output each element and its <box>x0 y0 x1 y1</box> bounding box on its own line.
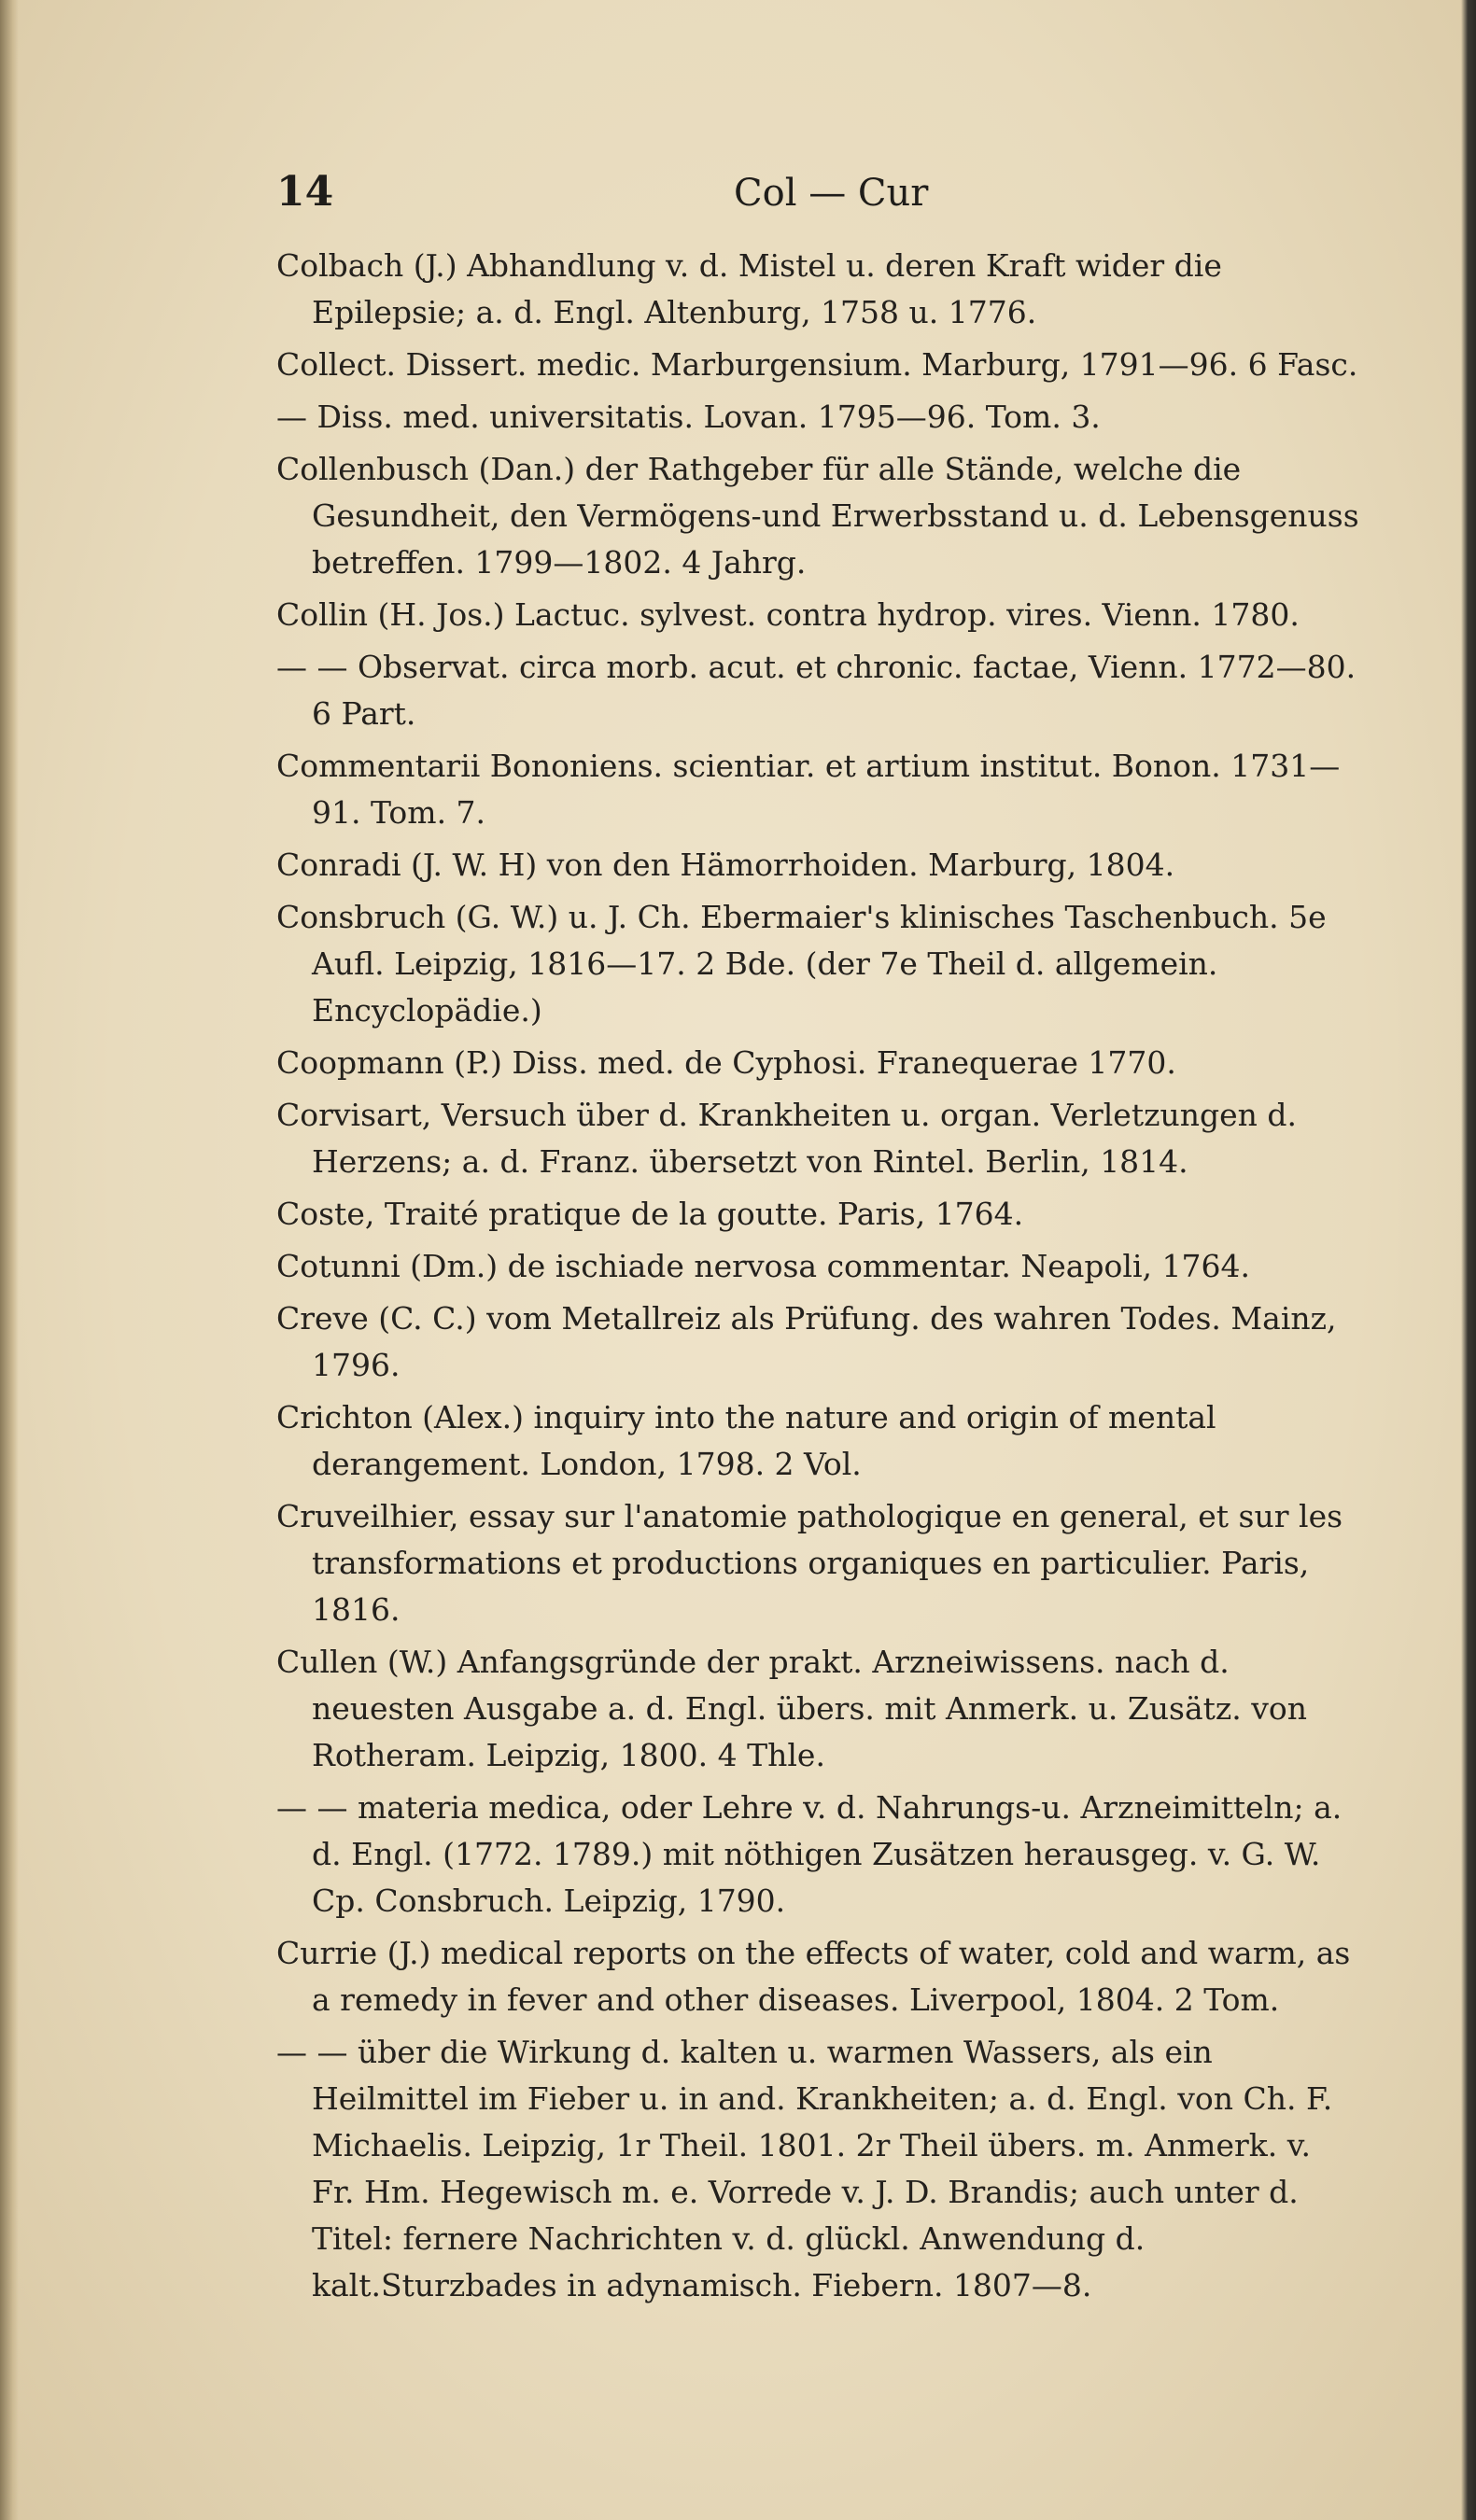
running-head: Col — Cur <box>734 172 929 215</box>
bibliography-list <box>276 243 1359 2315</box>
page-number: 14 <box>276 168 334 216</box>
bibliography-entry: Commentarii Bononiens. scientiar. et artium institut. Bonon. 1731—91. Tom. 7. <box>276 748 1341 831</box>
bibliography-entry: Crichton (Alex.) inquiry into the nature and origin of mental derangement. London, 1798. 2 Vol. <box>276 1399 1216 1482</box>
bibliography-entry: Collin (H. Jos.) Lactuc. sylvest. contra hydrop. vires. Vienn. 1780. <box>276 596 1300 633</box>
bibliography-entry: — — materia medica, oder Lehre v. d. Nahrungs-u. Arzneimitteln; a. d. Engl. (1772. 1789.) mit nöthigen Zusätzen herausgeg. v. G. W. Cp. Consbruch. Leipzig, 1790. <box>276 1789 1342 1919</box>
bibliography-entry: Colbach (J.) Abhandlung v. d. Mistel u. deren Kraft wider die Epilepsie; a. d. Engl. Altenburg, 1758 u. 1776. <box>276 247 1222 330</box>
bibliography-entry: Currie (J.) medical reports on the effects of water, cold and warm, as a remedy in fever and other diseases. Liverpool, 1804. 2 Tom. <box>276 1935 1351 2018</box>
page-header <box>276 168 1355 243</box>
bibliography-entry: Collect. Dissert. medic. Marburgensium. Marburg, 1791—96. 6 Fasc. <box>276 346 1358 383</box>
bibliography-entry: Collenbusch (Dan.) der Rathgeber für alle Stände, welche die Gesundheit, den Vermögens-und Erwerbsstand u. d. Lebensgenuss betreffen. 1799—1802. 4 Jahrg. <box>276 451 1359 581</box>
bibliography-entry: Cruveilhier, essay sur l'anatomie pathologique en general, et sur les transformations et productions organiques en particulier. Paris, 1816. <box>276 1498 1343 1628</box>
bibliography-entry: Cullen (W.) Anfangsgründe der prakt. Arzneiwissens. nach d. neuesten Ausgabe a. d. Engl. übers. mit Anmerk. u. Zusätz. von Rotheram. Leipzig, 1800. 4 Thle. <box>276 1644 1308 1773</box>
bibliography-entry: Conradi (J. W. H) von den Hämorrhoiden. Marburg, 1804. <box>276 847 1175 883</box>
page-right-edge <box>1461 0 1476 2520</box>
bibliography-entry: Coste, Traité pratique de la goutte. Paris, 1764. <box>276 1196 1024 1232</box>
bibliography-entry: — — Observat. circa morb. acut. et chronic. factae, Vienn. 1772—80. 6 Part. <box>276 649 1357 732</box>
bibliography-entry: Coopmann (P.) Diss. med. de Cyphosi. Franequerae 1770. <box>276 1044 1176 1081</box>
bibliography-entry: Corvisart, Versuch über d. Krankheiten u. organ. Verletzungen d. Herzens; a. d. Franz. übersetzt von Rintel. Berlin, 1814. <box>276 1097 1297 1180</box>
bibliography-entry: Cotunni (Dm.) de ischiade nervosa commentar. Neapoli, 1764. <box>276 1248 1250 1284</box>
page-left-edge <box>0 0 19 2520</box>
bibliography-entry: — Diss. med. universitatis. Lovan. 1795—96. Tom. 3. <box>276 399 1101 435</box>
bibliography-entry: — — über die Wirkung d. kalten u. warmen Wassers, als ein Heilmittel im Fieber u. in and. Krankheiten; a. d. Engl. von Ch. F. Michaelis. Leipzig, 1r Theil. 1801. 2r Theil übers. m. Anmerk. v. Fr. Hm. Hegewisch m. e. Vorrede v. J. D. Brandis; auch unter d. Titel: fernere Nachrichten v. d. glückl. Anwendung d. kalt.Sturzbades in adynamisch. Fiebern. 1807—8. <box>276 2034 1333 2303</box>
bibliography-entry: Consbruch (G. W.) u. J. Ch. Ebermaier's klinisches Taschenbuch. 5e Aufl. Leipzig, 1816—17. 2 Bde. (der 7e Theil d. allgemein. Encyclopädie.) <box>276 899 1327 1029</box>
bibliography-entry: Creve (C. C.) vom Metallreiz als Prüfung. des wahren Todes. Mainz, 1796. <box>276 1300 1337 1383</box>
